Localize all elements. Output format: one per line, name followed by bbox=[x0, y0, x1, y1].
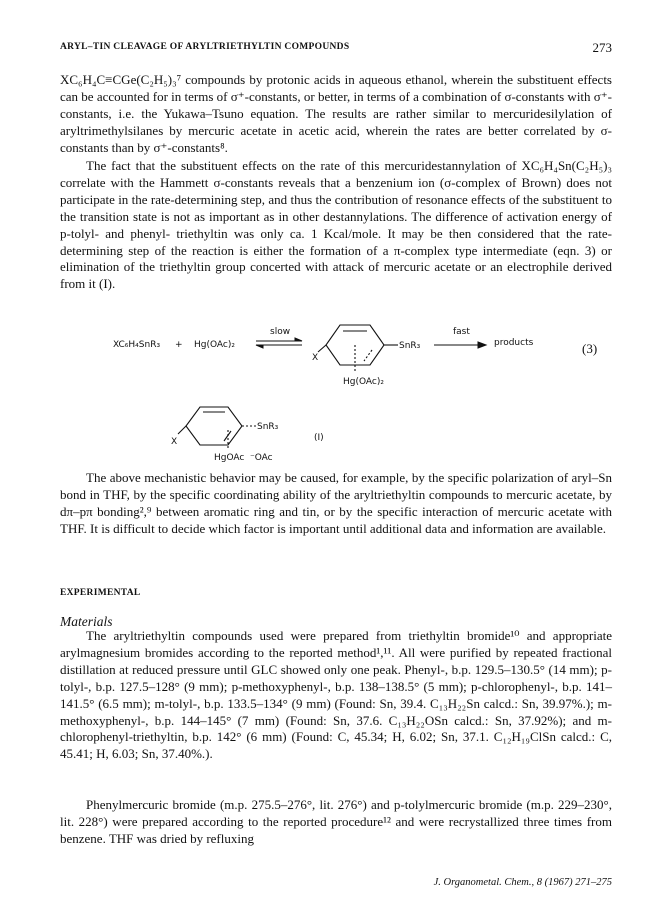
intermediate-x: X bbox=[312, 353, 319, 363]
section-heading: EXPERIMENTAL bbox=[60, 588, 141, 598]
paragraph-3: The above mechanistic behavior may be caused, for example, by the specific polarization of aryl–Sn bond in THF, by the specific coordinating ability of the aryltriethyltin compounds to mercuric acetate, by dπ–pπ bonding²,⁹ between aromatic ring and tin, or by the specific interaction of mercuric acetate with THF. It is difficult to decide which factor is important until additional data and information are available. bbox=[60, 470, 612, 536]
structure-I-x: X bbox=[171, 437, 178, 447]
equation-number: (3) bbox=[582, 341, 598, 356]
reactant-1: XC₆H₄SnR₃ bbox=[113, 340, 161, 350]
paragraph-2: The fact that the substituent effects on the rate of this mercuridestannylation of XC₆H₄Sn(C₂H₅)₃ correlate with the Hammett σ-constants reveals that a benzenium ion (σ-complex of Brown) does not participate in the rate-determining step, and thus the contribution of resonance effects of the substituent to the transition state is not as important as in other destannylations. The difference of activation energy of p-tolyl- and phenyl- triethyltin was only ca. 1 Kcal/mole. It may be then considered that the rate-determining step of the reaction is either the formation of a π-complex type intermediate (eqn. 3) or elimination of the triethyltin group concerted with attack of mercuric acetate or an electrophile derived from it (I). bbox=[60, 158, 612, 292]
paragraph-4: The aryltriethyltin compounds used were prepared from triethyltin bromide¹⁰ and appropriate arylmagnesium bromides according to the reported method¹,¹¹. All were purified by repeated fractional distillation at reduced pressure until GLC showed only one peak. Phenyl-, b.p. 129.5–130.5° (14 mm); p-tolyl-, b.p. 127.5–128° (9 mm); p-methoxyphenyl-, b.p. 138–138.5° (5 mm); p-chlorophenyl-, b.p. 141–141.5° (6.5 mm); m-tolyl-, b.p. 133.5–134° (9 mm) (Found: Sn, 39.4. C₁₃H₂₂Sn calcd.: Sn, 39.97%.); m-methoxyphenyl-, b.p. 144–145° (7 mm) (Found: Sn, 37.6. C₁₃H₂₂OSn calcd.: Sn, 37.92%); and m-chlorophenyl-triethyltin, b.p. 142° (6 mm) (Found: C, 45.34; H, 6.02; Sn, 37.1. C₁₂H₁₉ClSn calcd.: C, 45.41; H, 6.03; Sn, 37.40%.). bbox=[60, 628, 612, 762]
paragraph-5: Phenylmercuric bromide (m.p. 275.5–276°, lit. 276°) and p-tolylmercuric bromide (m.p. 229–230°, lit. 228°) were prepared according to the reported procedure¹² and were recrystallized three times from benzene. THF was dried by refluxing bbox=[60, 797, 612, 846]
plus-sign: + bbox=[175, 340, 183, 350]
slow-label: slow bbox=[270, 327, 291, 337]
page-number: 273 bbox=[592, 40, 612, 55]
footer-citation: J. Organometal. Chem., 8 (1967) 271–275 bbox=[433, 877, 612, 888]
intermediate-hg: Hg(OAc)₂ bbox=[343, 377, 384, 387]
forward-arrow bbox=[434, 342, 486, 348]
running-title: ARYL–TIN CLEAVAGE OF ARYLTRIETHYLTIN COMPOUNDS bbox=[60, 42, 350, 52]
products-label: products bbox=[494, 338, 534, 348]
intermediate-snr3: SnR₃ bbox=[399, 341, 421, 351]
structure-I-oac: ⁻OAc bbox=[250, 453, 273, 463]
fast-label: fast bbox=[453, 327, 470, 337]
structure-I-hgoac: HgOAc bbox=[214, 453, 245, 463]
intermediate-benzene-ring bbox=[318, 325, 398, 372]
structure-I-label: (I) bbox=[314, 433, 324, 443]
subsection-heading: Materials bbox=[60, 614, 113, 629]
structure-I-snr3: SnR₃ bbox=[257, 422, 279, 432]
reactant-2: Hg(OAc)₂ bbox=[194, 340, 235, 350]
structure-I-benzene-ring bbox=[178, 407, 256, 448]
equilibrium-arrow bbox=[256, 338, 302, 348]
paragraph-1: XC₆H₄C≡CGe(C₂H₅)₃⁷ compounds by protonic acids in aqueous ethanol, wherein the substituent effects can be accounted for in terms of σ⁺-constants, or better, in terms of a combination of σ-constants with σ⁺-constants, i.e. the Yukawa–Tsuno equation. The results are rather similar to mercuridesilylation of aryltrimethylsilanes by mercuric acetate in acetic acid, wherein the rates are better correlated by σ-constants than by σ⁺-constants⁸. bbox=[60, 72, 612, 155]
